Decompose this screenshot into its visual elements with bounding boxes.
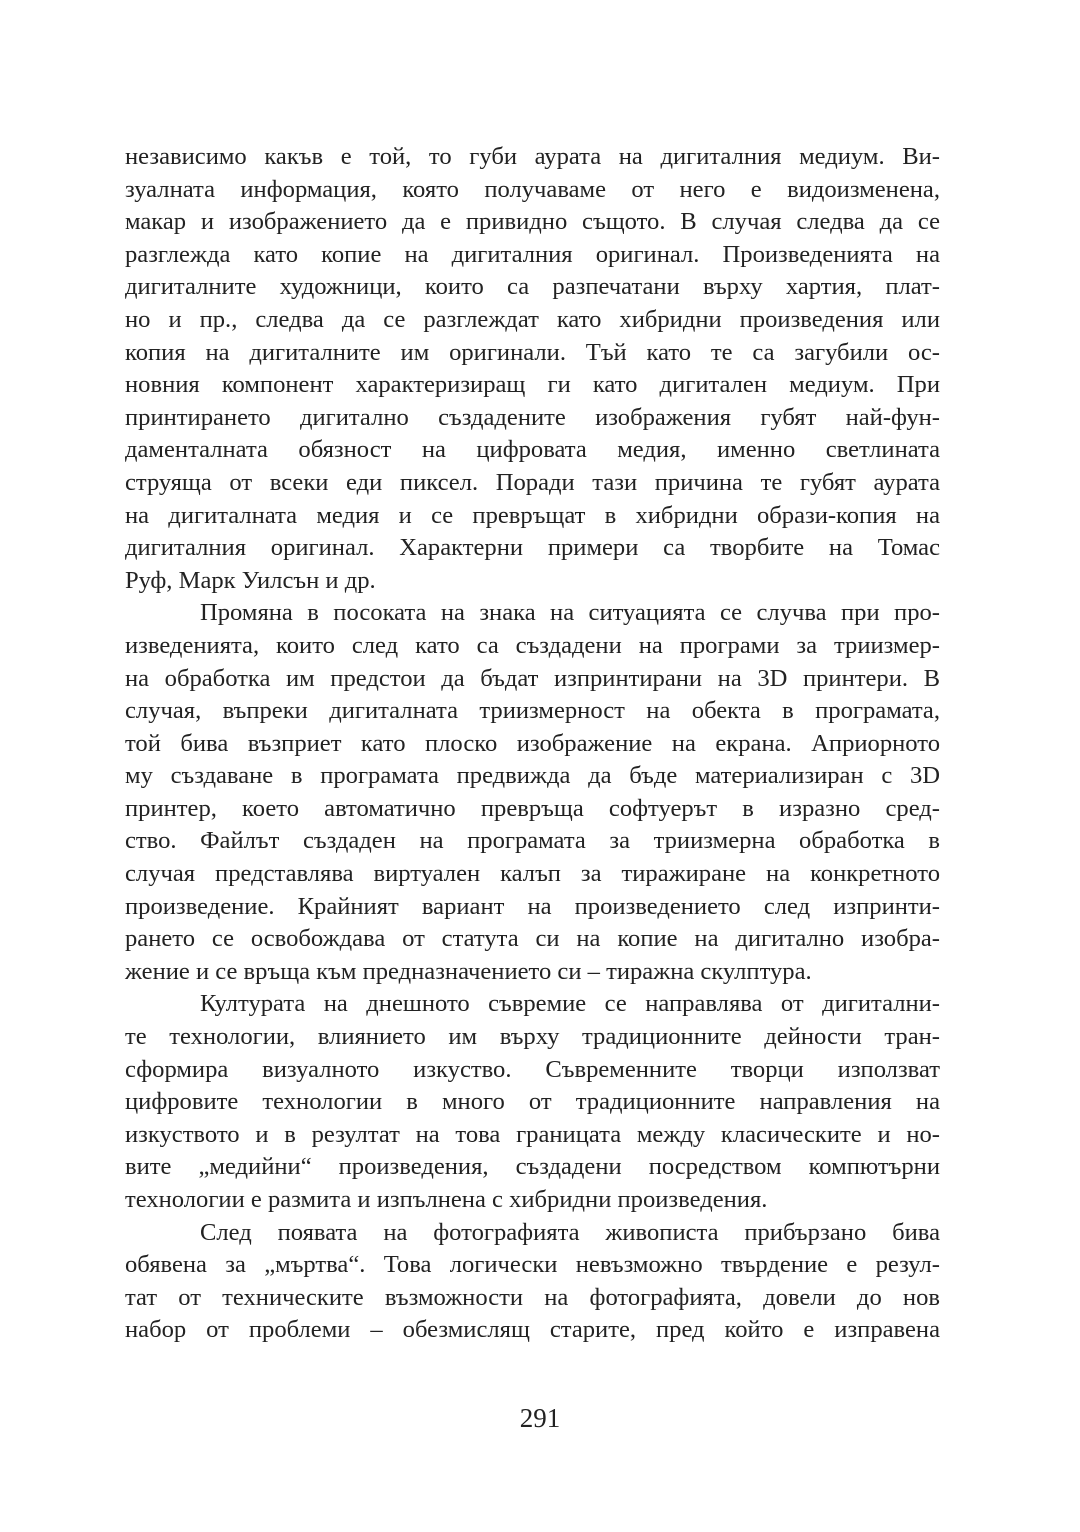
text-line: му създаване в програмата предвижда да бъде материализиран с 3D [125,762,940,790]
text-line: вите „медийни“ произведения, създадени посредством компютърни [125,1153,940,1181]
text-line: Руф, Марк Уилсън и др. [125,566,376,594]
text-line: макар и изображението да е привидно същото. В случая следва да се [125,208,940,236]
text-line: дигиталния оригинал. Характерни примери са творбите на Томас [125,534,940,562]
text-line: изкуството и в резултат на това границата между класическите и но- [125,1120,940,1148]
text-line: но и пр., следва да се разглеждат като хибридни произведения или [125,305,940,333]
text-line: на обработка им предстои да бъдат изпринтирани на 3D принтери. В [125,664,940,692]
text-line: новния компонент характеризиращ ги като дигитален медиум. При [125,371,940,399]
text-line: той бива възприет като плоско изображение на екрана. Априорното [125,729,940,757]
text-line: принтирането дигитално създадените изображения губят най-фун- [125,403,940,431]
text-line: разглежда като копие на дигиталния оригинал. Произведенията на [125,240,940,268]
paragraph-1 [125,141,940,597]
text-line: рането се освобождава от статута си на копие на дигитално изобра- [125,925,940,953]
text-line: цифровите технологии в много от традиционните направления на [125,1088,940,1116]
text-line: технологии е размита и изпълнена с хибридни произведения. [125,1186,768,1213]
text-line: на дигиталната медия и се превръщат в хибридни образи-копия на [125,501,940,529]
text-line: случая представлява виртуален калъп за тиражиране на конкретното [125,860,940,888]
paragraph-3 [125,988,940,1216]
text-line: тат от техническите възможности на фотографията, довели до нов [125,1283,940,1311]
text-line: сформира визуалното изкуство. Съвременните творци използват [125,1055,940,1083]
text-line: Културата на днешното съвремие се направлява от дигитални- [200,990,940,1018]
text-line: След появата на фотографията живописта прибързано бива [200,1218,940,1246]
text-line: Промяна в посоката на знака на ситуацията се случва при про- [200,599,940,627]
text-line: изведенията, които след като са създадени на програми за триизмер- [125,631,940,659]
text-line: те технологии, влиянието им върху традиционните дейности тран- [125,1023,940,1051]
text-line: случая, въпреки дигиталната триизмерност на обекта в програмата, [125,697,940,725]
text-line: независимо какъв е той, то губи аурата на дигиталния медиум. Ви- [125,143,940,170]
text-line: набор от проблеми – обезмислящ старите, пред който е изправена [125,1316,940,1344]
page-body [125,141,940,1347]
text-line: жение и се връща към предназначението си – тиражна скулптура. [125,957,812,985]
paragraph-2 [125,597,940,988]
text-line: зуалната информация, която получаваме от него е видоизменена, [125,175,940,203]
text-line: копия на дигиталните им оригинали. Тъй като те са загубили ос- [125,338,940,366]
paragraph-4 [125,1217,940,1347]
text-line: ство. Файлът създаден на програмата за триизмерна обработка в [125,827,940,855]
text-line: струяща от всеки еди пиксел. Поради тази причина те губят аурата [125,468,940,496]
text-line: даменталната обязност на цифровата медия, именно светлината [125,436,940,464]
text-line: принтер, което автоматично превръща софтуерът в изразно сред- [125,794,940,822]
page-number: 291 [519,1403,561,1433]
text-line: обявена за „мъртва“. Това логически невъзможно твърдение е резул- [125,1251,940,1279]
text-line: дигиталните художници, които са разпечатани върху хартия, плат- [125,273,940,301]
text-line: произведение. Крайният вариант на произведението след изпринти- [125,892,940,920]
